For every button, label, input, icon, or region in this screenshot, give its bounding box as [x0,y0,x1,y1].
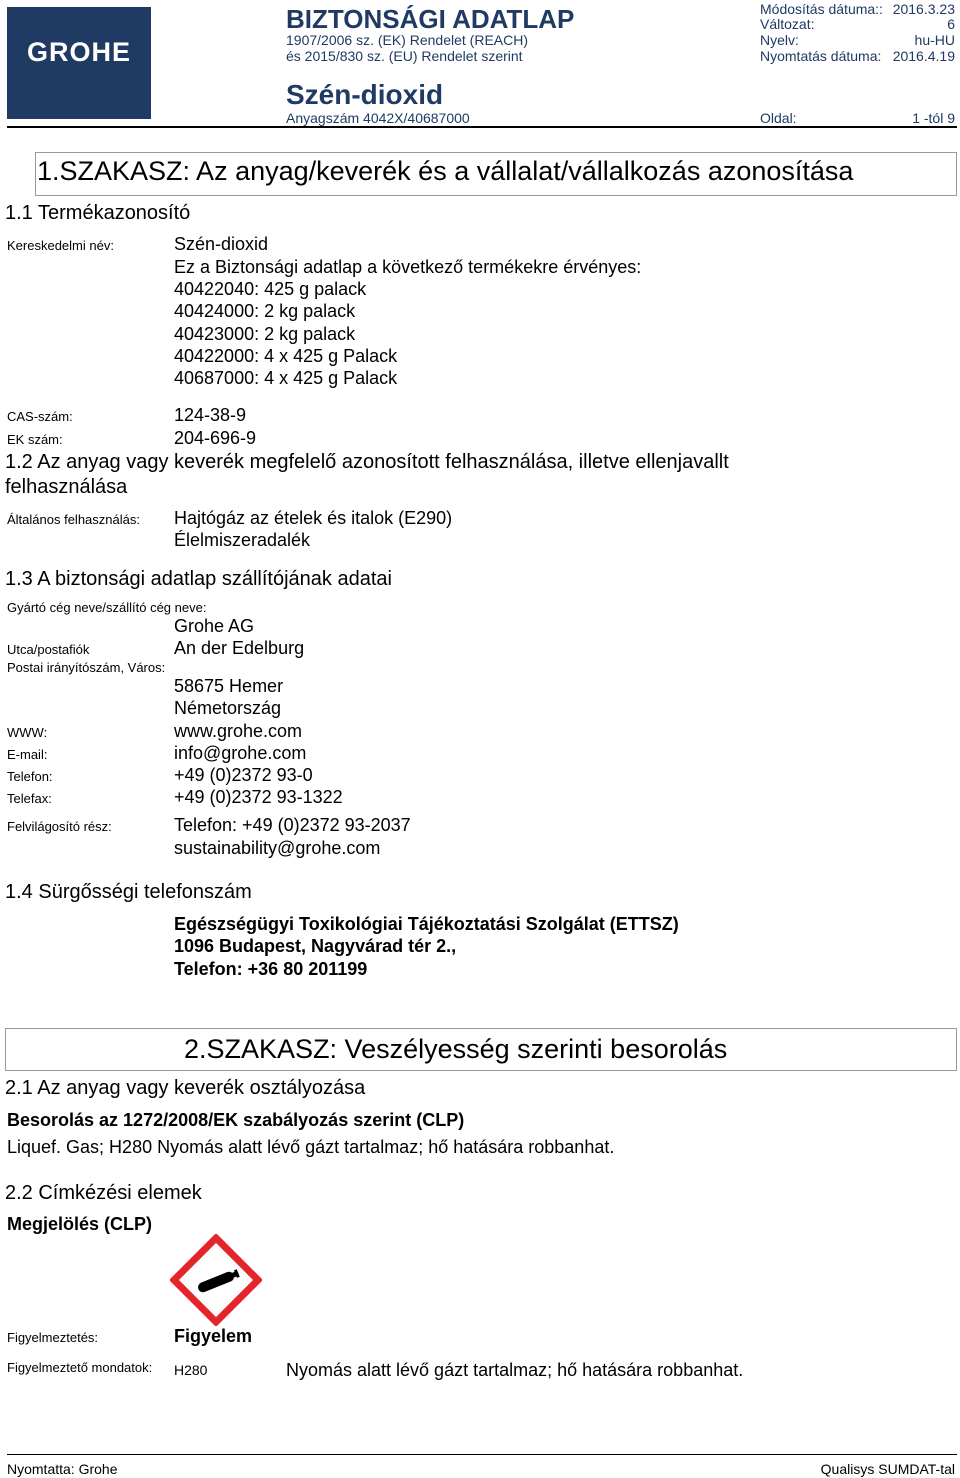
print-date-label: Nyomtatás dátuma: [760,48,882,64]
page-value: 1 -tól 9 [912,110,955,126]
clp-heading: Besorolás az 1272/2008/EK szabályozás szerint (CLP) [7,1110,465,1130]
grohe-logo [7,7,151,119]
general-use-line-1: Hajtógáz az ételek és italok (E290) [174,508,453,528]
section-1-title: 1.SZAKASZ: Az anyag/keverék és a vállalat/vállalkozás azonosítása [37,156,854,186]
hazard-code: H280 [174,1362,208,1378]
emergency-line-2: 1096 Budapest, Nagyvárad tér 2., [174,936,457,956]
trade-name-line: Ez a Biztonsági adatlap a következő termékekre érvényes: [174,257,642,277]
emergency-line-1: Egészségügyi Toxikológiai Tájékoztatási Szolgálat (ETTSZ) [174,914,679,934]
signal-word-label: Figyelmeztetés: [7,1330,99,1345]
subsection-2-2-title: 2.2 Címkézési elemek [5,1182,202,1204]
revision-date-value: 2016.3.23 [892,1,955,17]
footer-software: Qualisys SUMDAT-tal [820,1461,955,1477]
regulation-line-1: 1907/2006 sz. (EK) Rendelet (REACH) [286,32,528,48]
cas-value: 124-38-9 [174,405,247,425]
regulation-line-2: és 2015/830 sz. (EU) Rendelet szerint [286,48,523,64]
section-2-title: 2.SZAKASZ: Veszélyesség szerinti besorolás [184,1034,728,1064]
street-value: An der Edelburg [174,638,305,658]
labelling-heading: Megjelölés (CLP) [7,1214,153,1234]
version-value: 6 [947,16,955,32]
hazard-text: Nyomás alatt lévő gázt tartalmaz; hő hatására robbanhat. [286,1360,744,1380]
fax-label: Telefax: [7,791,52,806]
trade-name-label: Kereskedelmi név: [7,238,114,253]
language-label: Nyelv: [760,32,799,48]
version-label: Változat: [760,16,815,32]
trade-name-line: 40422000: 4 x 425 g Palack [174,346,398,366]
subsection-2-1-title: 2.1 Az anyag vagy keverék osztályozása [5,1077,366,1099]
manufacturer-value: Grohe AG [174,616,255,636]
signal-word-value: Figyelem [174,1326,253,1346]
trade-name-line: 40424000: 2 kg palack [174,301,356,321]
www-label: WWW: [7,725,48,740]
subsection-1-1-title: 1.1 Termékazonosító [5,202,191,224]
footer-divider [7,1454,957,1455]
fax-value: +49 (0)2372 93-1322 [174,787,343,807]
info-line-1: Telefon: +49 (0)2372 93-2037 [174,815,411,835]
trade-name-line: 40687000: 4 x 425 g Palack [174,368,398,388]
header-divider [7,126,957,128]
header-product-name: Szén-dioxid [286,79,444,110]
phone-label: Telefon: [7,769,53,784]
cas-label: CAS-szám: [7,409,73,424]
phone-value: +49 (0)2372 93-0 [174,765,313,785]
manufacturer-label: Gyártó cég neve/szállító cég neve: [7,600,207,615]
ec-label: EK szám: [7,432,63,447]
subsection-1-2-title-line-1: 1.2 Az anyag vagy keverék megfelelő azonosított felhasználása, illetve ellenjavallt [5,451,729,473]
footer-printed-by: Nyomtatta: Grohe [7,1461,118,1477]
logo-text: GROHE [26,37,131,67]
postal-label: Postai irányítószám, Város: [7,660,166,675]
emergency-line-3: Telefon: +36 80 201199 [174,959,368,979]
classification-text: Liquef. Gas; H280 Nyomás alatt lévő gázt tartalmaz; hő hatására robbanhat. [7,1137,615,1157]
www-link[interactable]: www.grohe.com [174,721,303,741]
trade-name-line: Szén-dioxid [174,234,269,254]
trade-name-line: 40422040: 425 g palack [174,279,367,299]
document-title: BIZTONSÁGI ADATLAP [286,4,575,34]
info-label: Felvilágosító rész: [7,819,112,834]
page-label: Oldal: [760,110,797,126]
hazard-statements-label: Figyelmeztető mondatok: [7,1360,153,1375]
ec-value: 204-696-9 [174,428,257,448]
language-value: hu-HU [914,32,955,48]
country-value: Németország [174,698,282,718]
print-date-value: 2016.4.19 [892,48,955,64]
postal-value: 58675 Hemer [174,676,284,696]
material-number: Anyagszám 4042X/40687000 [286,110,470,126]
general-use-line-2: Élelmiszeradalék [174,530,311,550]
email-link[interactable]: info@grohe.com [174,743,307,763]
general-use-label: Általános felhasználás: [7,512,140,527]
trade-name-line: 40423000: 2 kg palack [174,324,356,344]
email-label: E-mail: [7,747,48,762]
subsection-1-3-title: 1.3 A biztonsági adatlap szállítójának adatai [5,568,392,590]
gas-cylinder-ghs04-icon [170,1234,262,1326]
street-label: Utca/postafiók [7,642,90,657]
subsection-1-4-title: 1.4 Sürgősségi telefonszám [5,881,252,903]
subsection-1-2-title-line-2: felhasználása [5,476,128,498]
info-line-2[interactable]: sustainability@grohe.com [174,838,381,858]
revision-date-label: Módosítás dátuma:: [760,1,883,17]
